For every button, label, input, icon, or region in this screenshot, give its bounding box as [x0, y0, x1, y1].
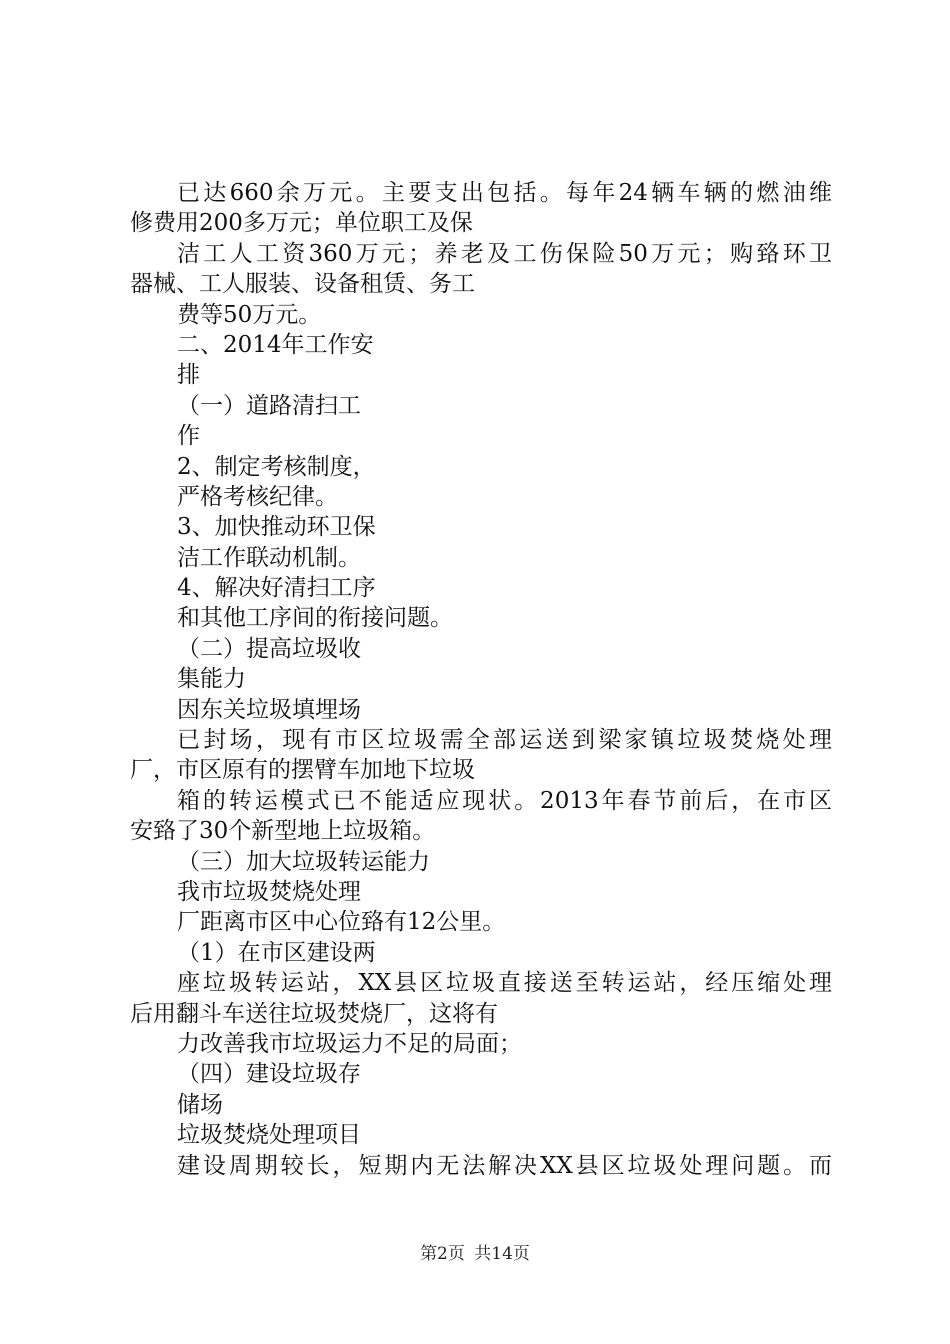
text-line: 后用翻斗车送往垃圾焚烧厂，这将有 — [130, 1000, 498, 1027]
text-line: 费等50万元。 — [177, 301, 322, 328]
text-line: 已封场，现有市区垃圾需全部运送到梁家镇垃圾焚烧处理 — [177, 727, 832, 754]
text-line: 器械、工人服装、设备租赁、务工 — [130, 271, 475, 298]
text-line: 4、解决好清扫工序 — [177, 575, 376, 602]
text-line: 储场 — [177, 1091, 223, 1118]
text-line: 安臵了30个新型地上垃圾箱。 — [130, 818, 436, 845]
page-number: 第2页 — [420, 1244, 465, 1264]
text-line: 2、制定考核制度， — [177, 453, 376, 480]
text-line: 集能力 — [177, 666, 246, 693]
text-line: （1）在市区建设两 — [177, 939, 376, 966]
text-line: 排 — [177, 362, 200, 389]
text-line: （二）提高垃圾收 — [177, 635, 361, 662]
text-line: 修费用200多万元；单位职工及保 — [130, 210, 473, 237]
text-line: 座垃圾转运站，XX县区垃圾直接送至转运站，经压缩处理 — [177, 970, 832, 997]
text-line: （三）加大垃圾转运能力 — [177, 848, 430, 875]
text-line: 厂，市区原有的摆臂车加地下垃圾 — [130, 757, 475, 784]
text-line: （一）道路清扫工 — [177, 392, 361, 419]
text-line: 垃圾焚烧处理项目 — [177, 1122, 361, 1149]
text-line: 我市垃圾焚烧处理 — [177, 878, 361, 905]
text-line: 严格考核纪律。 — [177, 483, 338, 510]
text-line: 箱的转运模式已不能适应现状。2013年春节前后，在市区 — [177, 787, 832, 814]
text-line: 已达660余万元。主要支出包括。每年24辆车辆的燃油维 — [177, 180, 832, 206]
text-line: 洁工作联动机制。 — [177, 544, 361, 571]
text-line: 厂距离市区中心位臵有12公里。 — [177, 909, 506, 936]
text-line: 和其他工序间的衔接问题。 — [177, 605, 453, 632]
text-line: （四）建设垃圾存 — [177, 1061, 361, 1088]
text-line: 因东关垃圾填埋场 — [177, 696, 361, 723]
text-line: 二、2014年工作安 — [177, 331, 374, 358]
text-line: 洁工人工资360万元；养老及工伤保险50万元；购臵环卫 — [177, 240, 832, 267]
text-line: 3、加快推动环卫保 — [177, 514, 376, 541]
page-total: 共14页 — [474, 1244, 530, 1264]
page-footer — [0, 1243, 950, 1265]
document-body — [130, 178, 832, 1181]
text-line: 力改善我市垃圾运力不足的局面； — [177, 1030, 522, 1057]
text-line: 建设周期较长，短期内无法解决XX县区垃圾处理问题。而 — [177, 1152, 832, 1179]
text-line: 作 — [177, 423, 200, 450]
